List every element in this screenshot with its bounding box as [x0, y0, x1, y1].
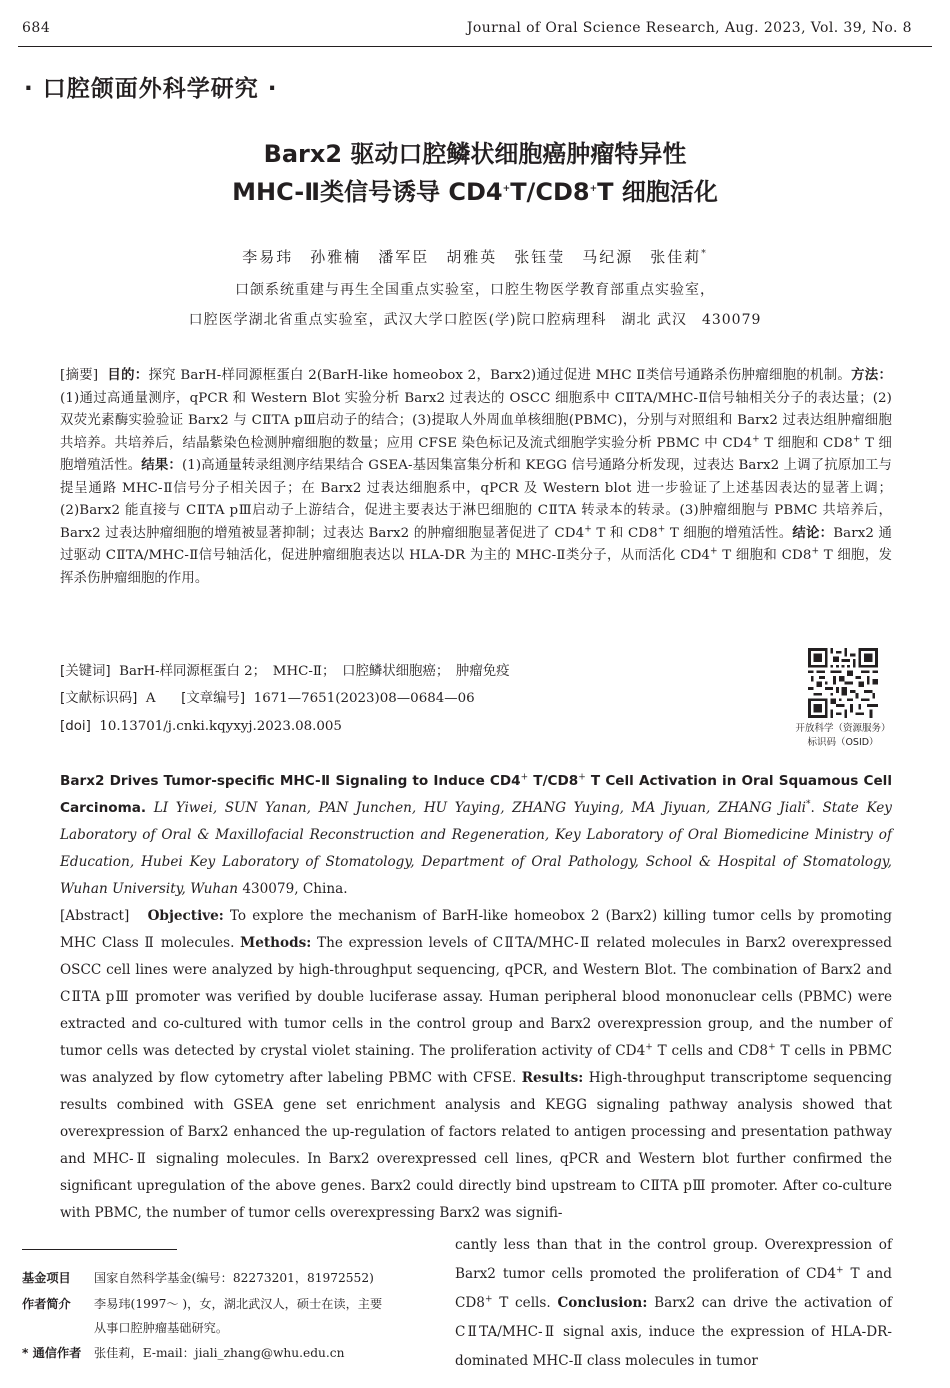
chinese-abstract: [摘要] 目的：探究 BarH-样同源框蛋白 2(BarH-like homeobox 2，Barx2)通过促进 MHC Ⅱ类信号通路杀伤肿瘤细胞的机制。方法：(1)通过高通量测序，qPCR 和 Western Blot 实验分析 Barx2 过表达的 OSCC 细胞系中 CⅡTA/MHC-Ⅱ信号轴相关分子的表达量；(2)双荧光素酶实验验证 Barx2 与 CⅡTA pⅢ启动子的结合；(3)提取人外周血单核细胞(PBMC)，分别与对照组和 Barx2 过表达组肿瘤细胞共培养。共培养后，结晶紫染色检测肿瘤细胞的数量；应用 CFSE 染色标记及流式细胞学实验分析 PBMC 中 CD4+ T 细胞和 CD8+ T 细胞增殖活性。结果：(1)高通量转录组测序结果结合 GSEA-基因集富集分析和 KEGG 信号通路分析发现，过表达 Barx2 上调了抗原加工与提呈通路 MHC-Ⅱ信号分子相关因子；在 Barx2 过表达细胞系中，qPCR 及 Western blot 进一步验证了上述基因表达的显著上调；(2)Barx2 能直接与 CⅡTA pⅢ启动子上游结合，促进主要表达于淋巴细胞的 CⅡTA 转录本的转录。(3)肿瘤细胞与 PBMC 共培养后，Barx2 过表达肿瘤细胞的增殖被显著抑制；过表达 Barx2 的肿瘤细胞显著促进了 CD4+ T 和 CD8+ T 细胞的增殖活性。结论：Barx2 通过驱动 CⅡTA/MHC-Ⅱ信号轴活化，促进肿瘤细胞表达以 HLA-DR 为主的 MHC-Ⅱ类分子，从而活化 CD4+ T 细胞和 CD8+ T 细胞，发挥杀伤肿瘤细胞的作用。: [60, 368, 892, 586]
footnote-funding: 基金项目 国家自然科学基金(编号：82273201，81972552): [22, 1271, 374, 1285]
footnote-author-bio-cont: 从事口腔肿瘤基础研究。: [94, 1321, 229, 1335]
footnote-rule: [22, 1249, 177, 1250]
author-list: 李易玮 孙雅楠 潘军臣 胡雅英 张钰莹 马纪源 张佳莉*: [242, 248, 708, 266]
doi: [doi] 10.13701/j.cnki.kqyxyj.2023.08.005: [60, 719, 342, 734]
english-title-and-authors: Barx2 Drives Tumor-specific MHC-Ⅱ Signaling to Induce CD4+ T/CD8+ T Cell Activation in Oral Squamous Cell Carcinoma. LI Yiwei, SUN Yanan, PAN Junchen, HU Yaying, ZHANG Yuying, MA Jiyuan, ZHANG Jiali*. State Key Laboratory of Oral & Maxillofacial Reconstruction and Regeneration, Key Laboratory of Oral Biomedicine Ministry of Education, Hubei Key Laboratory of Stomatology, Department of Oral Pathology, School & Hospital of Stomatology, Wuhan University, Wuhan 430079, China.: [60, 772, 892, 897]
paper-title-line2: MHC-Ⅱ类信号诱导 CD4+T/CD8+T 细胞活化: [232, 178, 718, 206]
section-heading: · 口腔颌面外科学研究 ·: [24, 76, 278, 102]
footnote-corresponding: * 通信作者 张佳莉，E-mail：jiali_zhang@whu.edu.cn: [22, 1346, 345, 1360]
header-rule: [18, 46, 932, 47]
document-code: [文献标识码] A [文章编号] 1671—7651(2023)08—0684—06: [60, 691, 475, 706]
journal-header: Journal of Oral Science Research, Aug. 2023, Vol. 39, No. 8: [466, 20, 912, 36]
affiliation-line: 口腔医学湖北省重点实验室，武汉大学口腔医(学)院口腔病理科 湖北 武汉 430079: [188, 312, 762, 328]
paper-title-line1: Barx2 驱动口腔鳞状细胞癌肿瘤特异性: [263, 140, 687, 168]
osid-label: 开放科学（资源服务） 标识码（OSID）: [795, 723, 891, 748]
english-abstract: [Abstract] Objective: To explore the mechanism of BarH-like homeobox 2 (Barx2) killing tumor cells by promoting MHC Class Ⅱ molecules. Methods: The expression levels of CⅡTA/MHC-Ⅱ related molecules in Barx2 overexpressed OSCC cell lines were analyzed by high-throughput sequencing, qPCR, and Western Blot. The combination of Barx2 and CⅡTA pⅢ promoter was verified by double luciferase assay. Human peripheral blood mononuclear cells (PBMC) were extracted and co-cultured with tumor cells in the control group and Barx2 overexpression group, and the number of tumor cells was detected by crystal violet staining. The proliferation activity of CD4+ T cells and CD8+ T cells in PBMC was analyzed by flow cytometry after labeling PBMC with CFSE. Results: High-throughput transcriptome sequencing results combined with GSEA gene set enrichment analysis and KEGG signaling pathway analysis showed that overexpression of Barx2 enhanced the up-regulation of factors related to antigen processing and presentation pathway and MHC-Ⅱ signaling molecules. In Barx2 overexpressed cell lines, qPCR and Western blot further confirmed the significant upregulation of the above genes. Barx2 could directly bind upstream to CⅡTA pⅢ promoter. After co-culture with PBMC, the number of tumor cells overexpressing Barx2 was signifi-: [60, 908, 892, 1221]
affiliation-line: 口颌系统重建与再生全国重点实验室，口腔生物医学教育部重点实验室，: [235, 282, 715, 298]
keywords: [关键词] BarH-样同源框蛋白 2； MHC-Ⅱ； 口腔鳞状细胞癌； 肿瘤免疫: [60, 664, 510, 679]
english-abstract-continued: cantly less than that in the control group. Overexpression of Barx2 tumor cells promoted the proliferation of CD4+ T and CD8+ T cells. Conclusion: Barx2 can drive the activation of CⅡTA/MHC-Ⅱ signal axis, induce the expression of HLA-DR-dominated MHC-Ⅱ class molecules in tumor: [455, 1237, 892, 1369]
page-number: 684: [22, 20, 51, 36]
footnote-author-bio: 作者简介 李易玮(1997～ )，女，湖北武汉人，硕士在读，主要: [22, 1297, 383, 1311]
qr-code-icon: [808, 648, 878, 718]
